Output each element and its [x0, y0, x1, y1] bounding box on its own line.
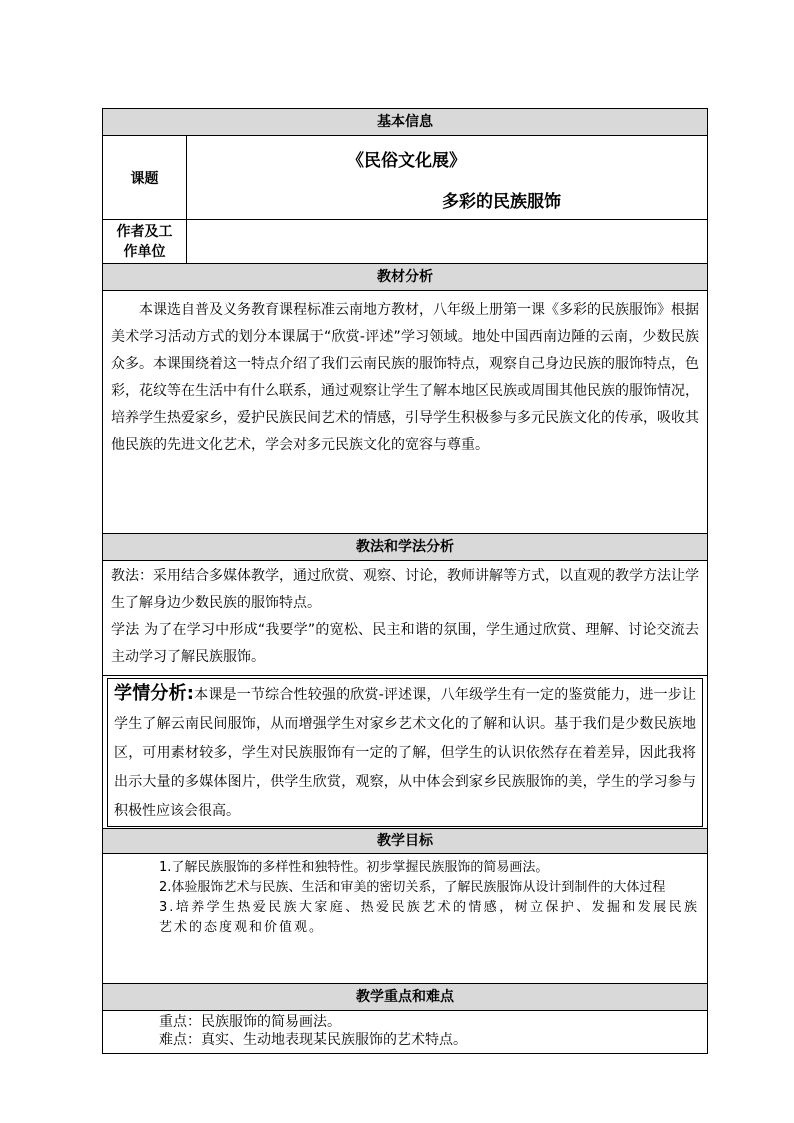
lesson-plan-table — [102, 108, 708, 1054]
keypoints-header-row — [103, 984, 708, 1011]
methods-header-row — [103, 534, 708, 561]
goal-item-2: 2.体验服饰艺术与民族、生活和审美的密切关系，了解民族服饰从设计到制件的大体过程 — [159, 880, 666, 895]
textbook-body-row — [103, 291, 708, 534]
basic-info-header-row — [103, 109, 708, 136]
methods-cell — [103, 561, 708, 676]
author-row — [103, 220, 708, 264]
teaching-method-text: 教法：采用结合多媒体教学，通过欣赏、观察、讨论，教师讲解等方式，以直观的教学方法让学生了解身边少数民族的服饰特点。 — [111, 568, 699, 611]
topic-label: 课题 — [103, 136, 187, 220]
learner-row — [103, 676, 708, 829]
learner-text: 本课是一节综合性较强的欣赏-评述课，八年级学生有一定的鉴赏能力，进一步让学生了解云南民间服饰，从而增强学生对家乡艺术文化的了解和认识。基于我们是少数民族地区，可用素材较多，学生对民族服饰有一定的了解，但学生的认识依然存在着差异，因此我将出示大量的多媒体图片，供学生欣赏，观察，从中体会到家乡民族服饰的美，学生的学习参与积极性应该会很高。 — [114, 687, 696, 819]
series-title: 《民俗文化展》 — [347, 151, 466, 171]
textbook-cell — [103, 291, 708, 534]
lesson-plan-document — [102, 108, 707, 1054]
key-point-text: 重点：民族服饰的简易画法。 — [159, 1014, 341, 1030]
author-label-line2: 作单位 — [123, 243, 166, 260]
methods-header: 教法和学法分析 — [103, 534, 708, 561]
textbook-header-row — [103, 264, 708, 291]
learning-method-text: 学法 为了在学习中形成“我要学”的宽松、民主和谐的氛围，学生通过欣赏、理解、讨论交流去主动学习了解民族服饰。 — [111, 622, 699, 665]
learner-cell — [103, 676, 708, 829]
goal-item-3: 3.培养学生热爱民族大家庭、热爱民族艺术的情感，树立保护、发掘和发展民族艺术的态度观和价值观。 — [159, 900, 699, 935]
topic-cell — [187, 136, 708, 220]
author-label — [103, 220, 187, 264]
difficult-point-text: 难点：真实、生动地表现某民族服饰的艺术特点。 — [159, 1032, 467, 1048]
learner-analysis-box — [107, 678, 703, 827]
topic-row — [103, 136, 708, 220]
textbook-text: 本课选自普及义务教育课程标准云南地方教材，八年级上册第一课《多彩的民族服饰》根据美术学习活动方式的划分本课属于“欣赏-评述”学习领域。地处中国西南边陲的云南，少数民族众多。本课围绕着这一特点介绍了我们云南民族的服饰特点，观察自己身边民族的服饰特点，色彩，花纹等在生活中有什么联系，通过观察让学生了解本地区民族或周围其他民族的服饰情况，培养学生热爱家乡，爱护民族民间艺术的情感，引导学生积极参与多元民族文化的传承，吸收其他民族的先进文化艺术，学会对多元民族文化的宽容与尊重。 — [111, 302, 699, 453]
textbook-header: 教材分析 — [103, 264, 708, 291]
goal-item-1: 1.了解民族服饰的多样性和独特性。初步掌握民族服饰的简易画法。 — [159, 860, 549, 875]
keypoints-cell — [103, 1011, 708, 1054]
goals-body-row — [103, 854, 708, 984]
basic-info-header: 基本信息 — [103, 109, 708, 136]
goals-header: 教学目标 — [103, 829, 708, 854]
lesson-title: 多彩的民族服饰 — [442, 192, 561, 212]
author-value — [187, 220, 708, 264]
learner-title: 学情分析: — [114, 683, 194, 704]
keypoints-header: 教学重点和难点 — [103, 984, 708, 1011]
keypoints-body-row — [103, 1011, 708, 1054]
author-label-line1: 作者及工 — [116, 223, 173, 240]
goals-header-row — [103, 829, 708, 854]
methods-body-row — [103, 561, 708, 676]
goals-cell — [103, 854, 708, 984]
